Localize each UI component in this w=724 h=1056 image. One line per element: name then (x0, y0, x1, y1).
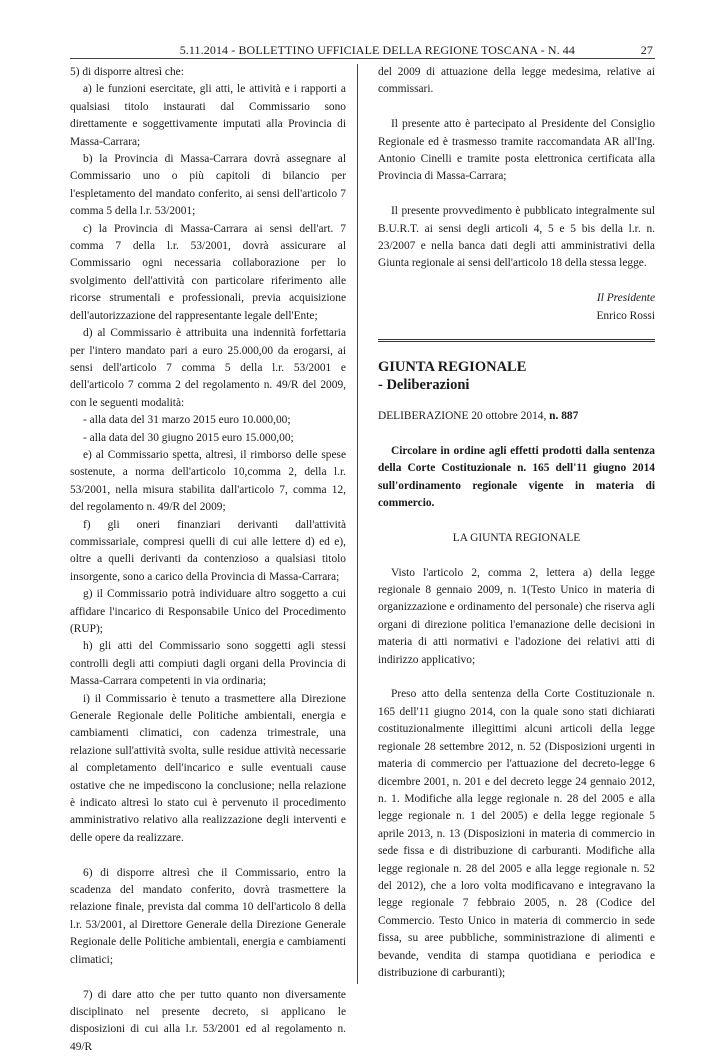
paragraph: Visto l'articolo 2, comma 2, lettera a) della legge regionale 8 gennaio 2009, n. 1(Testo Unico in materia di organizzazione e ordinamento del personale) che riserva agli organi di direzione politica l'emanazione delle decisioni in materia di atti normativi e l'adozione dei relativi atti di indirizzo applicativo; (378, 565, 655, 669)
deliberation-number: n. 887 (549, 410, 578, 422)
paragraph: d) al Commissario è attribuita una indennità forfettaria per l'intero mandato pari a euro 25.000,00 da erogarsi, ai sensi dell'articolo 7 comma 5 della l.r. 53/2001 e dell'articolo 7 comma 2 del regolamento n. 49/R del 2009, con le seguenti modalità: (70, 325, 346, 412)
paragraph: a) le funzioni esercitate, gli atti, le attività e i rapporti a qualsiasi titolo instaurati dal Commissario sono direttamente e soggettivamente imputati alla Provincia di Massa-Carrara; (70, 81, 346, 151)
paragraph: g) il Commissario potrà individuare altro soggetto a cui affidare l'incarico di Responsabile Unico del Procedimento (RUP); (70, 586, 346, 638)
paragraph: c) la Provincia di Massa-Carrara ai sensi dell'art. 7 comma 7 della l.r. 53/2001, dovrà assicurare al Commissario ogni necessaria collaborazione per lo svolgimento dell'attività con particolare riferimento alle ricorse strumentali e professionali, previa acquisizione dell'autorizzazione del rappresentante legale dell'Ente; (70, 221, 346, 325)
column-divider (357, 64, 358, 984)
paragraph: Il presente atto è partecipato al Presidente del Consiglio Regionale ed è trasmesso tramite raccomandata AR all'Ing. Antonio Cinelli e tramite posta elettronica certificata alla Provincia di Massa-Carrara; (378, 116, 655, 186)
body-heading: LA GIUNTA REGIONALE (378, 530, 655, 547)
list-item: - alla data del 31 marzo 2015 euro 10.000,00; (70, 412, 346, 429)
running-header (70, 36, 655, 59)
deliberation-reference (378, 408, 655, 425)
paragraph: f) gli oneri finanziari derivanti dall'attività commissariale, compresi quelli di cui alle lettere d) ed e), oltre a quelli derivanti da contenzioso a qualsiasi titolo insorgente, sono a carico della Provincia di Massa-Carrara; (70, 517, 346, 587)
section-title: GIUNTA REGIONALE (378, 358, 655, 376)
section-subtitle: - Deliberazioni (378, 376, 655, 394)
right-column (378, 64, 655, 982)
paragraph: Il presente provvedimento è pubblicato integralmente sul B.U.R.T. ai sensi degli articoli 4, 5 e 5 bis della l.r. n. 23/2007 e nella banca dati degli atti amministrativi della Giunta regionale ai sensi dell'articolo 18 della stessa legge. (378, 203, 655, 273)
paragraph: h) gli atti del Commissario sono soggetti agli stessi controlli degli atti compiuti dagli organi della Provincia di Massa-Carrara competenti in via ordinaria; (70, 638, 346, 690)
paragraph: b) la Provincia di Massa-Carrara dovrà assegnare al Commissario uno o più capitoli di bilancio per l'espletamento del mandato conferito, ai sensi dell'articolo 7 comma 5 della l.r. 53/2001; (70, 151, 346, 221)
paragraph: i) il Commissario è tenuto a trasmettere alla Direzione Generale Regionale delle Politiche ambientali, energia e cambiamenti climatici, con cadenza trimestrale, una relazione sull'attività svolta, sulle residue attività necessarie al completamento dell'incarico e sulle eventuali cause ostative che ne impediscono la conclusione; nella relazione è indicato altresì lo stato cui è pervenuto il procedimento amministrativo relativo alla realizzazione degli interventi e delle opere da realizzare. (70, 691, 346, 848)
section-heading (378, 358, 655, 394)
paragraph: del 2009 di attuazione della legge medesima, relative ai commissari. (378, 64, 655, 99)
signature-block (378, 290, 655, 325)
left-column (70, 64, 346, 1056)
list-item: - alla data del 30 giugno 2015 euro 15.000,00; (70, 430, 346, 447)
running-title: 5.11.2014 - BOLLETTINO UFFICIALE DELLA REGIONE TOSCANA - N. 44 (180, 43, 575, 58)
paragraph: Preso atto della sentenza della Corte Costituzionale n. 165 dell'11 giugno 2014, con la quale sono stati dichiarati costituzionalmente illegittimi alcuni articoli della legge regionale 28 settembre 2012, n. 52 (Disposizioni urgenti in materia di commercio per l'attuazione del decreto-legge 6 dicembre 2001, n. 201 e del decreto legge 24 gennaio 2012, n. 1. Modifiche alla legge regionale n. 28 del 2005 e alla legge regionale n. 1 del 2005) e della legge regionale 5 aprile 2013, n. 13 (Disposizioni in materia di commercio in sede fissa e di distribuzione di carburanti. Modifiche alla legge regionale n. 28 del 2005 e alla legge regionale n. 52 del 2012), che a loro volta modificavano e integravano la legge regionale 7 febbraio 2005, n. 28 (Codice del Commercio. Testo Unico in materia di commercio in sede fissa, su aree pubbliche, somministrazione di alimenti e bevande, vendita di stampa quotidiana e periodica e distribuzione di carburanti); (378, 686, 655, 982)
paragraph: 7) di dare atto che per tutto quanto non diversamente disciplinato nel presente decreto, si applicano le disposizioni di cui alla l.r. 53/2001 ed al regolamento n. 49/R (70, 987, 346, 1056)
paragraph: 6) di disporre altresì che il Commissario, entro la scadenza del mandato conferito, dovrà trasmettere la relazione finale, prevista dal comma 10 dell'articolo 8 della l.r. 53/2001, al Direttore Generale della Direzione Generale Regionale delle Politiche ambientali, energia e cambiamenti climatici; (70, 865, 346, 969)
section-divider (378, 339, 655, 342)
deliberation-date: DELIBERAZIONE 20 ottobre 2014, (378, 410, 546, 422)
paragraph: 5) di disporre altresì che: (70, 64, 346, 81)
deliberation-subject: Circolare in ordine agli effetti prodotti dalla sentenza della Corte Costituzionale n. 165 dell'11 giugno 2014 sull'ordinamento regionale vigente in materia di commercio. (378, 443, 655, 513)
paragraph: e) al Commissario spetta, altresì, il rimborso delle spese sostenute, a norma dell'articolo 10,comma 2, della l.r. 53/2001, nella misura stabilita dall'articolo 7, comma 12, del regolamento n. 49/R del 2009; (70, 447, 346, 517)
signature-role: Il Presidente (378, 290, 655, 307)
page-number: 27 (641, 43, 653, 58)
signature-name: Enrico Rossi (378, 308, 655, 325)
